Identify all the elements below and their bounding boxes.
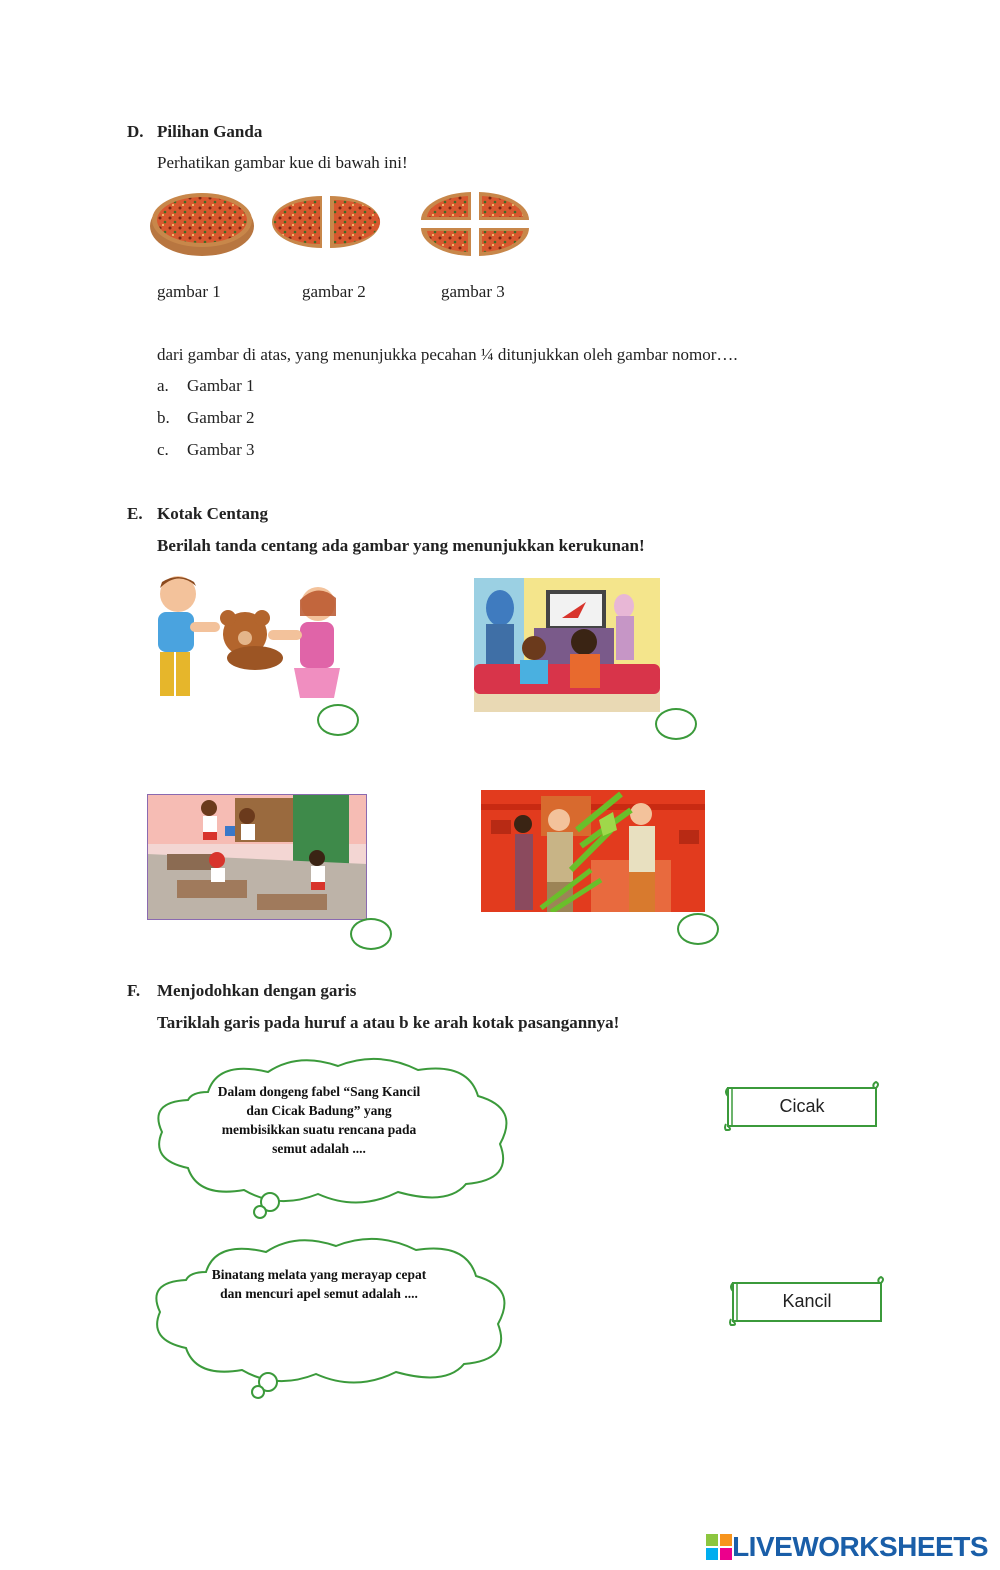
- section-e-title: Kotak Centang: [157, 504, 268, 523]
- thought-cloud-2: [146, 1232, 518, 1402]
- option-c-letter: c.: [157, 440, 169, 459]
- cloud-2-text: Binatang melata yang merayap cepat dan mencuri apel semut adalah ....: [211, 1267, 427, 1301]
- section-d-instruction: Perhatikan gambar kue di bawah ini!: [157, 153, 408, 172]
- section-d-title: Pilihan Ganda: [157, 122, 263, 141]
- answer-kancil[interactable]: Kancil: [782, 1291, 832, 1311]
- question-text: dari gambar di atas, yang menunjukka pecahan ¼ ditunjukkan oleh gambar nomor….: [157, 345, 738, 364]
- option-b[interactable]: Gambar 2: [187, 408, 255, 427]
- option-a[interactable]: Gambar 1: [187, 376, 255, 395]
- image-kids-cleaning-classroom: [147, 794, 367, 920]
- answer-cicak[interactable]: Cicak: [779, 1096, 825, 1116]
- section-e-label: E.: [127, 504, 143, 523]
- pizza-3-quarters: [421, 192, 529, 256]
- checkbox-image-4[interactable]: [677, 913, 719, 945]
- checkbox-image-1[interactable]: [317, 704, 359, 736]
- logo-text: LIVEWORKSHEETS: [732, 1531, 988, 1562]
- caption-gambar-3: gambar 3: [441, 282, 505, 301]
- pizza-2-halves: [272, 196, 380, 248]
- section-d-label: D.: [127, 122, 144, 141]
- checkbox-image-3[interactable]: [350, 918, 392, 950]
- section-f-title: Menjodohkan dengan garis: [157, 981, 357, 1000]
- image-people-ketupat: [481, 790, 705, 912]
- caption-gambar-1: gambar 1: [157, 282, 221, 301]
- section-e-instruction: Berilah tanda centang ada gambar yang menunjukkan kerukunan!: [157, 536, 645, 555]
- image-family-living-room: [474, 578, 660, 712]
- image-children-fighting: [150, 572, 350, 704]
- pizza-images: [148, 186, 548, 266]
- liveworksheets-logo: [706, 1530, 988, 1564]
- option-a-letter: a.: [157, 376, 169, 395]
- cloud-1-text: Dalam dongeng fabel “Sang Kancil dan Cicak Badung” yang membisikkan suatu rencana pada semut adalah ....: [217, 1084, 421, 1156]
- logo-icon: [706, 1534, 732, 1560]
- section-f-instruction: Tariklah garis pada huruf a atau b ke arah kotak pasangannya!: [157, 1013, 620, 1032]
- section-f-label: F.: [127, 981, 141, 1000]
- option-b-letter: b.: [157, 408, 170, 427]
- pizza-1-whole: [150, 193, 254, 256]
- checkbox-image-2[interactable]: [655, 708, 697, 740]
- option-c[interactable]: Gambar 3: [187, 440, 255, 459]
- caption-gambar-2: gambar 2: [302, 282, 366, 301]
